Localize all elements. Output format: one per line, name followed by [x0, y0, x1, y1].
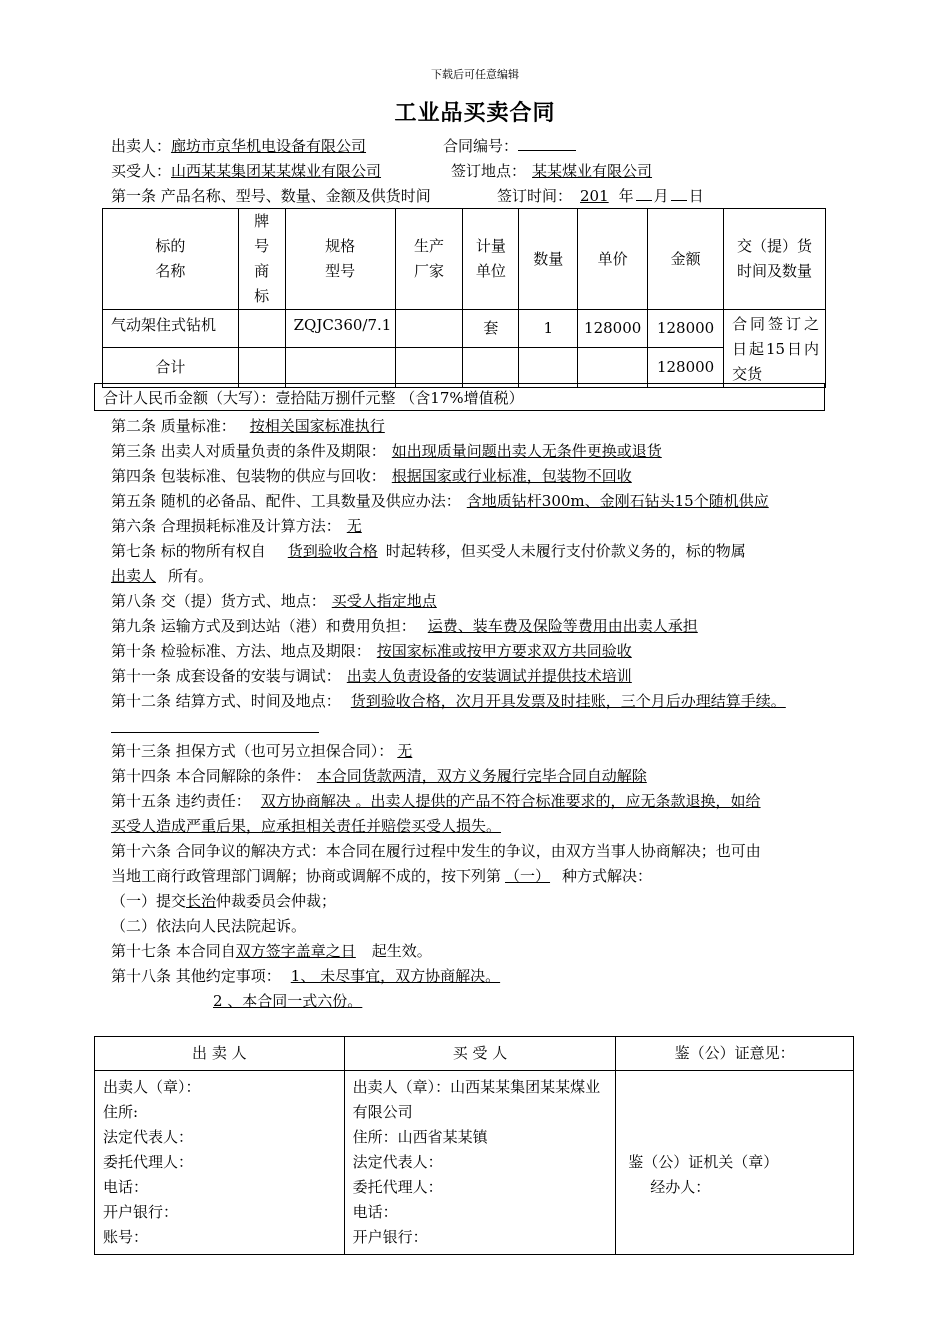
article-13: 第十三条 担保方式（也可另立担保合同）： 无 [111, 742, 413, 760]
seller-agent-line: 委托代理人： [103, 1153, 194, 1171]
article-6: 第六条 合理损耗标准及计算方法： 无 [111, 517, 362, 535]
item-maker [395, 310, 463, 348]
item-brand [238, 310, 285, 348]
article-15-cont: 买受人造成严重后果，应承担相关责任并赔偿买受人损失。 [111, 817, 502, 835]
header-qty: 数量 [519, 209, 578, 310]
sign-place-label: 签订地点： [451, 162, 527, 180]
header-maker: 生产 厂家 [395, 209, 463, 310]
total-label: 合计 [103, 348, 239, 388]
sign-place [451, 161, 652, 181]
item-qty: 1 [519, 310, 578, 348]
total-amount: 128000 [648, 348, 724, 388]
buyer-bank-line: 开户银行： [352, 1228, 428, 1246]
article-18-cont: 2 、本合同一式六份。 [213, 992, 363, 1010]
goods-header-row [103, 209, 826, 310]
article-7: 第七条 标的物所有权自 货到验收合格 时起转移，但买受人未履行支付价款义务的，标的物属 [111, 542, 746, 560]
header-model: 规格 型号 [285, 209, 395, 310]
signature-table [94, 1036, 854, 1255]
contract-no-label: 合同编号： [443, 137, 519, 155]
seller-address-line: 住所: [103, 1103, 139, 1121]
buyer-line [111, 161, 381, 181]
header-price: 单价 [578, 209, 648, 310]
buyer-address-line: 住所：山西省某某镇 [352, 1128, 488, 1146]
table-row [103, 310, 826, 348]
buyer-column-head: 买 受 人 [344, 1037, 616, 1071]
seller-line [111, 136, 376, 156]
seller-bank-line: 开户银行： [103, 1203, 179, 1221]
article-12-underline [111, 718, 319, 733]
total-rmb: 合计人民币金额（大写）：壹拾陆万捌仟元整 （含17%增值税） [94, 383, 825, 411]
article-1: 第一条 产品名称、型号、数量、金额及供货时间 [111, 187, 431, 205]
article-16: 第十六条 合同争议的解决方式：本合同在履行过程中发生的争议，由双方当事人协商解决；也可由 [111, 842, 761, 860]
signature-body-row [95, 1071, 854, 1255]
buyer-agent-line: 委托代理人： [352, 1178, 443, 1196]
article-17: 第十七条 本合同自双方签字盖章之日 起生效。 [111, 942, 432, 960]
contract-no-blank [518, 136, 576, 151]
buyer-name: 山西某某集团某某煤业有限公司 [171, 162, 382, 180]
article-4: 第四条 包装标准、包装物的供应与回收： 根据国家或行业标准，包装物不回收 [111, 467, 632, 485]
seller-account-line: 账号： [103, 1228, 149, 1246]
item-name: 气动架住式钻机 [103, 310, 239, 348]
item-amount: 128000 [648, 310, 724, 348]
seller-signature-block [95, 1071, 345, 1255]
article-14: 第十四条 本合同解除的条件： 本合同货款两清，双方义务履行完毕合同自动解除 [111, 767, 647, 785]
top-note: 下载后可任意编辑 [431, 68, 519, 81]
article-2: 第二条 质量标准： 按相关国家标准执行 [111, 417, 385, 435]
buyer-phone-line: 电话： [352, 1203, 398, 1221]
month-char: 月 [653, 187, 669, 205]
goods-table [102, 208, 826, 388]
article-12: 第十二条 结算方式、时间及地点： 货到验收合格，次月开具发票及时挂账，三个月后办理结算手续。 [111, 692, 786, 710]
sign-time [497, 186, 704, 206]
seller-legal-rep-line: 法定代表人： [103, 1128, 194, 1146]
notary-agent-line: 经办人： [650, 1178, 711, 1196]
buyer-seal-line: 出卖人（章）：山西某某集团某某煤业有限公司 [352, 1078, 601, 1121]
seller-label: 出卖人： [111, 137, 172, 155]
seller-phone-line: 电话： [103, 1178, 149, 1196]
sign-year: 201 [580, 187, 609, 205]
seller-seal-line: 出卖人（章）： [103, 1078, 201, 1096]
document-title: 工业品买卖合同 [394, 101, 556, 126]
sign-time-label: 签订时间： [497, 187, 573, 205]
contract-no [443, 136, 576, 156]
notary-org-line: 鉴（公）证机关（章） [628, 1153, 779, 1171]
article-11: 第十一条 成套设备的安装与调试： 出卖人负责设备的安装调试并提供技术培训 [111, 667, 632, 685]
article-5: 第五条 随机的必备品、配件、工具数量及供应办法： 含地质钻杆300m、金刚石钻头15个随机供应 [111, 492, 769, 510]
item-delivery: 合同签订之日起15日内交货 [724, 310, 826, 388]
article-8: 第八条 交（提）货方式、地点： 买受人指定地点 [111, 592, 437, 610]
header-unit: 计量 单位 [463, 209, 519, 310]
item-model: ZQJC360/7.1 [285, 310, 395, 348]
article-9: 第九条 运输方式及到达站（港）和费用负担： 运费、装车费及保险等费用由出卖人承担 [111, 617, 698, 635]
article-3: 第三条 出卖人对质量负责的条件及期限： 如出现质量问题出卖人无条件更换或退货 [111, 442, 662, 460]
article-7-cont: 出卖人 所有。 [111, 567, 214, 585]
article-16-cont: 当地工商行政管理部门调解；协商或调解不成的，按下列第 （一） 种方式解决： [111, 867, 653, 885]
header-brand: 牌 号 商 标 [238, 209, 285, 310]
article-10: 第十条 检验标准、方法、地点及期限： 按国家标准或按甲方要求双方共同验收 [111, 642, 632, 660]
article-16-opt2: （二）依法向人民法院起诉。 [111, 917, 307, 935]
seller-name: 廊坊市京华机电设备有限公司 [171, 137, 367, 155]
article-16-opt1: （一）提交长治仲裁委员会仲裁； [111, 892, 337, 910]
buyer-signature-block [344, 1071, 616, 1255]
article-15: 第十五条 违约责任： 双方协商解决 。出卖人提供的产品不符合标准要求的，应无条款退换，如给 [111, 792, 761, 810]
seller-column-head: 出 卖 人 [95, 1037, 345, 1071]
header-name: 标的 名称 [103, 209, 239, 310]
item-price: 128000 [578, 310, 648, 348]
buyer-label: 买受人： [111, 162, 172, 180]
day-char: 日 [688, 187, 704, 205]
item-unit: 套 [463, 310, 519, 348]
article-18: 第十八条 其他约定事项： 1、 未尽事宜，双方协商解决。 [111, 967, 501, 985]
notary-column-head: 鉴（公）证意见： [616, 1037, 854, 1071]
total-row [103, 348, 826, 388]
buyer-legal-rep-line: 法定代表人： [352, 1153, 443, 1171]
notary-block [616, 1071, 854, 1255]
header-amount: 金额 [648, 209, 724, 310]
header-delivery: 交（提）货 时间及数量 [724, 209, 826, 310]
signature-header-row [95, 1037, 854, 1071]
sign-place-value: 某某煤业有限公司 [532, 162, 653, 180]
year-char: 年 [618, 187, 634, 205]
